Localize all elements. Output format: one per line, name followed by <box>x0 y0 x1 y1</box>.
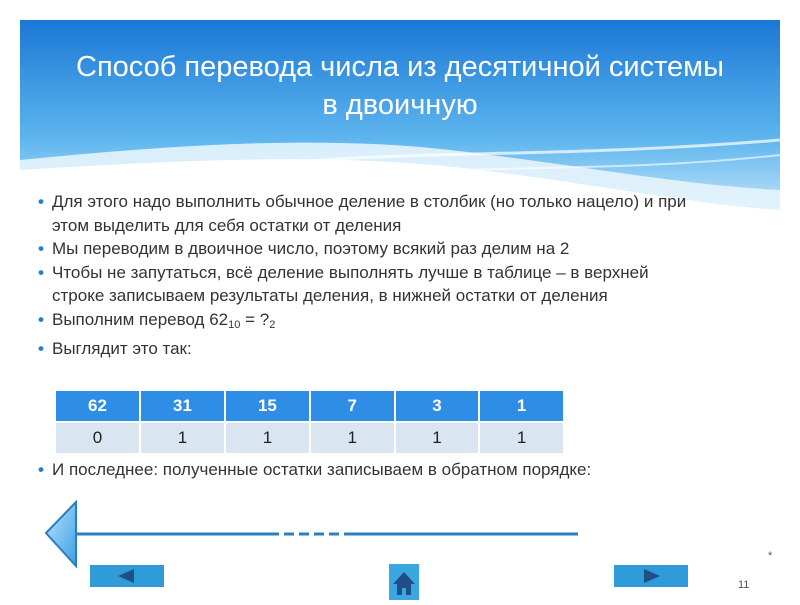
bullet-text: Для этого надо выполнить обычное деление в столбик (но только нацело) и при этом выделить для себя остатки от деления <box>52 192 687 235</box>
quotient-cell: 7 <box>310 390 395 422</box>
bullet-text: И последнее: полученные остатки записываем в обратном порядке: <box>52 460 592 479</box>
bullet-dot: • <box>38 339 44 358</box>
remainder-cell: 1 <box>395 422 480 454</box>
last-bullet <box>38 458 688 482</box>
left-arrow-icon <box>90 565 164 587</box>
slide-star-mark: * <box>768 550 773 562</box>
remainder-cell: 1 <box>310 422 395 454</box>
bullet-dot: • <box>38 192 44 211</box>
bullet-item <box>38 458 688 482</box>
bullet-item <box>38 337 688 361</box>
bullet-dot: • <box>38 309 44 329</box>
title-line-2: в двоичную <box>322 89 478 121</box>
remainder-cell: 1 <box>479 422 564 454</box>
bullet-text-mid: = ? <box>240 309 270 329</box>
remainder-row <box>55 422 564 454</box>
quotient-cell: 1 <box>479 390 564 422</box>
slide-title <box>20 48 780 124</box>
bullet-list <box>38 190 688 361</box>
bullet-text: Мы переводим в двоичное число, поэтому всякий раз делим на 2 <box>52 239 570 258</box>
home-button[interactable] <box>389 564 419 600</box>
title-line-1: Способ перевода числа из десятичной системы <box>76 51 724 83</box>
quotient-row <box>55 390 564 422</box>
quotient-cell: 15 <box>225 390 310 422</box>
subscript-base-2: 2 <box>269 318 276 331</box>
bullet-item <box>38 237 688 261</box>
page-number: 11 <box>738 579 750 591</box>
quotient-cell: 3 <box>395 390 480 422</box>
bullet-dot: • <box>38 262 44 282</box>
bullet-text: Чтобы не запутаться, всё деление выполнять лучше в таблице – в верхней строке записываем результаты деления, в нижней остатки от деления <box>52 262 649 305</box>
bullet-item <box>38 190 688 237</box>
home-icon <box>389 564 419 600</box>
bullet-item <box>38 261 688 308</box>
quotient-cell: 31 <box>140 390 225 422</box>
bullet-text: Выглядит это так: <box>52 339 192 358</box>
quotient-cell: 62 <box>55 390 140 422</box>
subscript-base-10: 10 <box>228 318 241 331</box>
remainder-cell: 0 <box>55 422 140 454</box>
back-button[interactable] <box>90 565 164 587</box>
division-table <box>54 389 565 455</box>
bullet-item <box>38 308 688 338</box>
bullet-text-pre: Выполним перевод 62 <box>52 309 229 329</box>
right-arrow-icon <box>614 565 688 587</box>
remainder-cell: 1 <box>225 422 310 454</box>
remainder-cell: 1 <box>140 422 225 454</box>
bullet-dot: • <box>38 460 44 479</box>
forward-button[interactable] <box>614 565 688 587</box>
big-left-arrow-icon <box>44 500 584 570</box>
bullet-dot: • <box>38 239 44 258</box>
